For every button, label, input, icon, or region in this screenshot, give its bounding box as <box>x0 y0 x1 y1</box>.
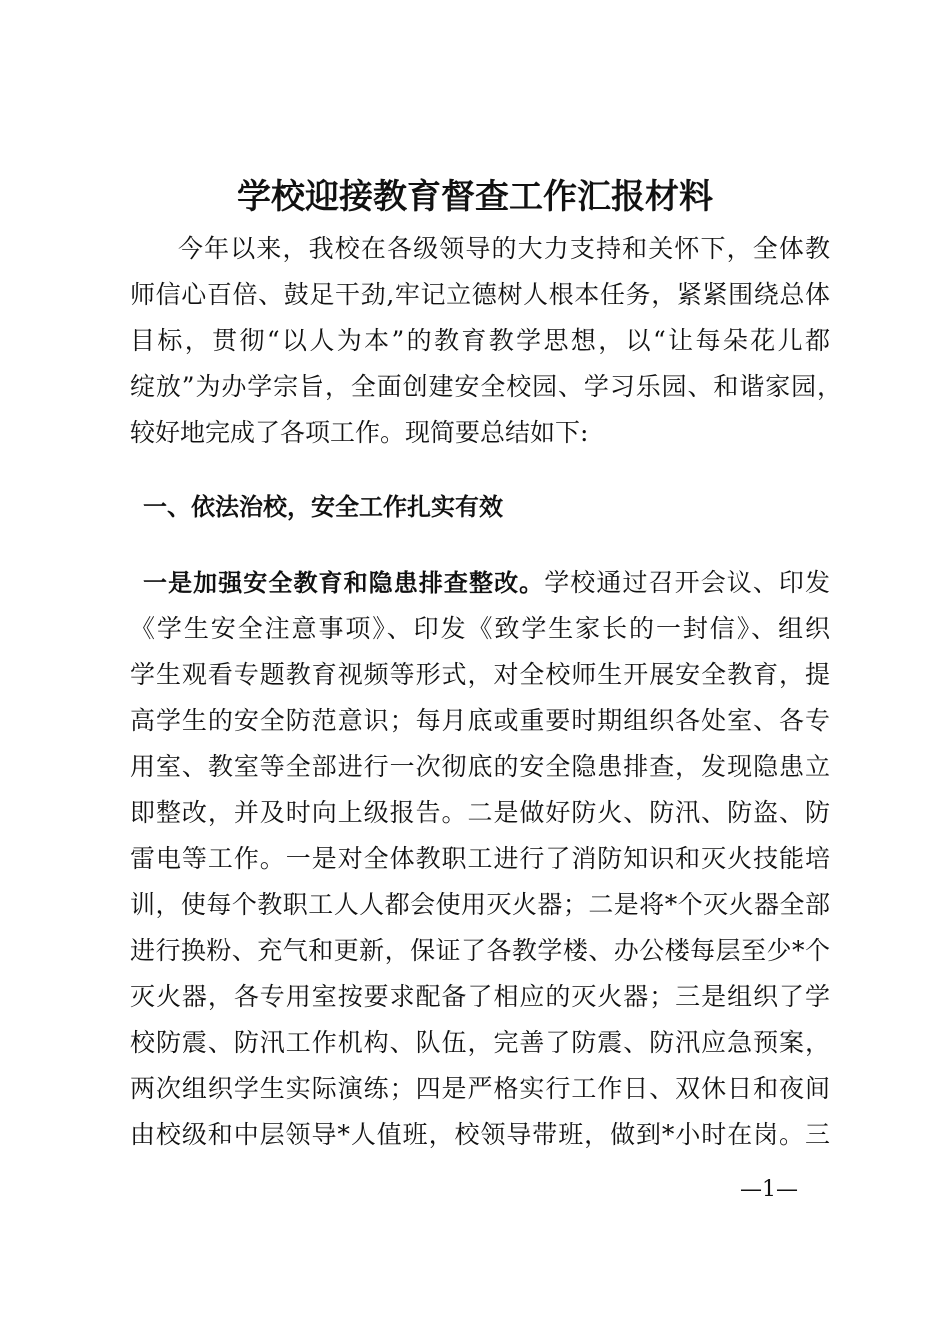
paragraph-first-line-rest: 学校通过召开会议、印发 <box>544 568 830 597</box>
paragraph-line: 两次组织学生实际演练；四是严格实行工作日、双休日和夜间 <box>130 1074 830 1103</box>
document-title: 学校迎接教育督查工作汇报材料 <box>237 177 713 217</box>
paragraph-lead: 一是加强安全教育和隐患排查整改。 <box>143 569 545 597</box>
paragraph-line: 《学生安全注意事项》、印发《致学生家长的一封信》、组织 <box>130 614 830 643</box>
section-heading: 一、依法治校，安全工作扎实有效 <box>143 493 503 521</box>
paragraph-line: 由校级和中层领导*人值班，校领导带班，做到*小时在岗。三 <box>130 1120 830 1149</box>
intro-line: 绽放”为办学宗旨，全面创建安全校园、学习乐园、和谐家园， <box>130 372 842 401</box>
intro-line: 较好地完成了各项工作。现简要总结如下: <box>130 418 589 447</box>
paragraph-line: 训，使每个教职工人人都会使用灭火器；二是将*个灭火器全部 <box>130 890 830 919</box>
paragraph-line: 雷电等工作。一是对全体教职工进行了消防知识和灭火技能培 <box>130 844 830 873</box>
intro-line: 目标，贯彻“以人为本”的教育教学思想，以“让每朵花儿都 <box>130 326 830 355</box>
paragraph-line: 进行换粉、充气和更新，保证了各教学楼、办公楼每层至少*个 <box>130 936 830 965</box>
intro-line: 今年以来，我校在各级领导的大力支持和关怀下，全体教 <box>178 234 830 263</box>
paragraph-line: 用室、教室等全部进行一次彻底的安全隐患排查，发现隐患立 <box>130 752 830 781</box>
paragraph-line: 校防震、防汛工作机构、队伍，完善了防震、防汛应急预案， <box>130 1028 830 1057</box>
paragraph-line: 即整改，并及时向上级报告。二是做好防火、防汛、防盗、防 <box>130 798 830 827</box>
paragraph-line: 高学生的安全防范意识；每月底或重要时期组织各处室、各专 <box>130 706 830 735</box>
page-number: —1— <box>740 1177 798 1202</box>
paragraph-first-line <box>143 560 830 606</box>
intro-line: 师信心百倍、鼓足干劲,牢记立德树人根本任务，紧紧围绕总体 <box>130 280 830 309</box>
paragraph-line: 学生观看专题教育视频等形式，对全校师生开展安全教育，提 <box>130 660 830 689</box>
paragraph-line: 灭火器，各专用室按要求配备了相应的灭火器；三是组织了学 <box>130 982 830 1011</box>
